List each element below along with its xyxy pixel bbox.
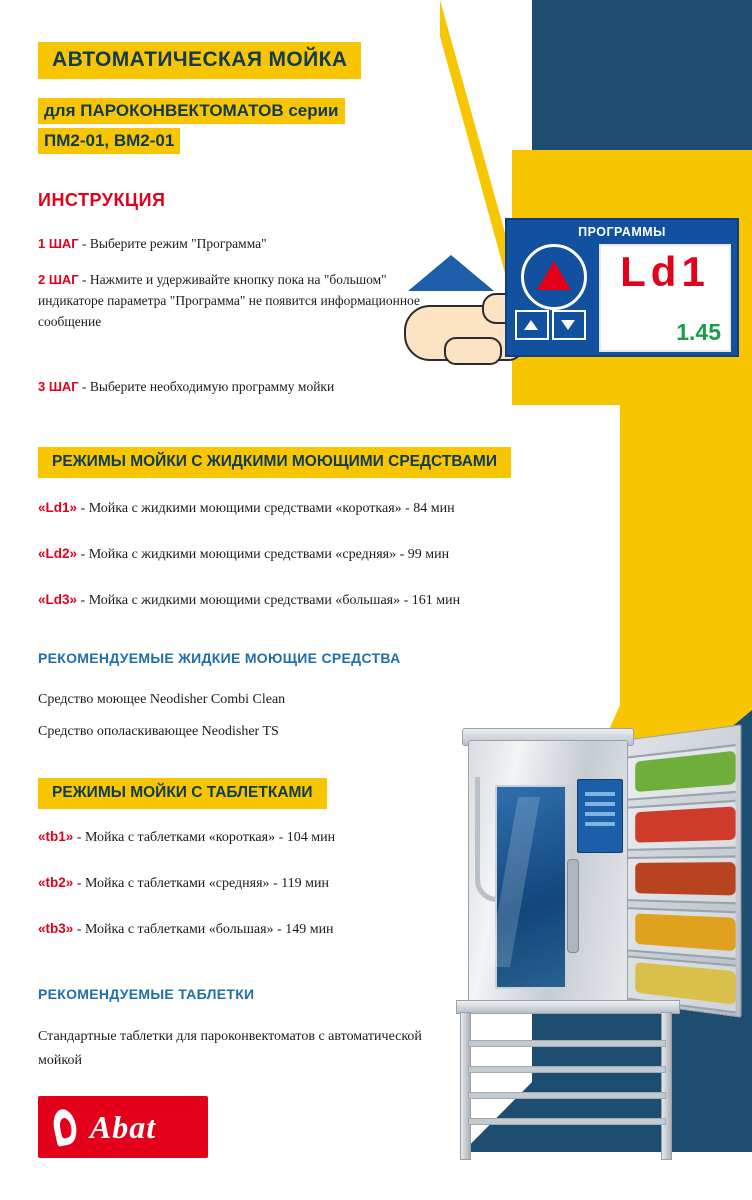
oven-food-item [635, 862, 735, 895]
stand-shelf [468, 1040, 666, 1047]
program-knob-icon[interactable] [521, 244, 587, 310]
brand-logo-text: Abat [89, 1109, 157, 1145]
stand-leg [460, 1012, 471, 1160]
tablet-section-heading [38, 778, 327, 809]
liquid-mode-item-1 [38, 500, 455, 517]
oven-rack [628, 855, 736, 904]
step-1-label: 1 ШАГ [38, 236, 79, 251]
stand-leg [661, 1012, 672, 1160]
tablet-mode-item-3 [38, 921, 334, 938]
oven-food-item [635, 962, 735, 1005]
control-panel-title: ПРОГРАММЫ [578, 225, 666, 239]
oven-stand [456, 1000, 678, 1160]
stand-shelf [468, 1118, 666, 1125]
oven-control-panel [577, 779, 623, 853]
tablet-mode-1-code: «tb1» [38, 829, 74, 844]
display-main-value: Ld1 [620, 248, 710, 295]
liquid-mode-2-text: - Мойка с жидкими моющими средствами «средняя» - 99 мин [77, 547, 450, 562]
control-panel [505, 218, 739, 357]
tablet-mode-item-1 [38, 829, 335, 846]
page-subtitle [38, 96, 345, 156]
tablet-mode-item-2 [38, 875, 329, 892]
step-1-text: - Выберите режим "Программа" [78, 236, 267, 251]
oven-body [468, 740, 628, 1002]
control-panel-display [599, 244, 731, 352]
subtitle-line-1: для ПАРОКОНВЕКТОМАТОВ серии [38, 98, 345, 124]
display-secondary-value: 1.45 [676, 319, 721, 345]
liquid-mode-2-code: «Ld2» [38, 546, 78, 561]
liquid-recommend-item-2: Средство ополаскивающее Neodisher TS [38, 724, 279, 739]
liquid-recommend-heading: РЕКОМЕНДУЕМЫЕ ЖИДКИЕ МОЮЩИЕ СРЕДСТВА [38, 650, 401, 666]
stand-shelf [468, 1066, 666, 1073]
oven-open-door [623, 724, 741, 1017]
liquid-section-heading-text: РЕЖИМЫ МОЙКИ С ЖИДКИМИ МОЮЩИМИ СРЕДСТВАМИ [38, 447, 511, 478]
pointer-arrow-icon [408, 255, 494, 291]
oven-rack [628, 907, 736, 960]
oven-rack [628, 800, 736, 851]
instruction-step-2 [38, 269, 428, 332]
liquid-mode-item-3 [38, 592, 460, 609]
liquid-mode-3-code: «Ld3» [38, 592, 78, 607]
oven-food-item [635, 751, 735, 792]
tablet-mode-2-text: - Мойка с таблетками «средняя» - 119 мин [73, 876, 330, 891]
instruction-heading: ИНСТРУКЦИЯ [38, 190, 166, 210]
page-title-text: АВТОМАТИЧЕСКАЯ МОЙКА [38, 42, 361, 79]
tablet-mode-3-code: «tb3» [38, 921, 74, 936]
oven-door-glass [495, 785, 567, 989]
step-3-text: - Выберите необходимую программу мойки [78, 379, 335, 394]
tablet-mode-3-text: - Мойка с таблетками «большая» - 149 мин [73, 922, 334, 937]
tablet-section-heading-text: РЕЖИМЫ МОЙКИ С ТАБЛЕТКАМИ [38, 778, 327, 809]
step-3-label: 3 ШАГ [38, 379, 79, 394]
liquid-section-heading [38, 447, 511, 478]
down-arrow-button[interactable] [552, 310, 586, 340]
oven-food-item [635, 914, 735, 952]
stand-table-top [456, 1000, 680, 1014]
combi-oven-illustration [448, 718, 748, 1168]
step-2-text: - Нажмите и удерживайте кнопку пока на "большом" индикаторе параметра "Программа" не появится информационное сообщение [38, 272, 420, 329]
liquid-mode-1-text: - Мойка с жидкими моющими средствами «короткая» - 84 мин [77, 501, 455, 516]
tablet-recommend-item-1: Стандартные таблетки для пароконвектоматов с автоматической мойкой [38, 1029, 422, 1068]
step-2-label: 2 ШАГ [38, 272, 79, 287]
tablet-mode-2-code: «tb2» [38, 875, 74, 890]
oven-food-item [635, 806, 735, 842]
hand-thumb [444, 337, 502, 365]
liquid-mode-item-2 [38, 546, 449, 563]
stand-shelf [468, 1092, 666, 1099]
instruction-step-3 [38, 376, 334, 397]
instruction-step-1 [38, 233, 267, 254]
oven-rack [628, 744, 736, 801]
up-arrow-button[interactable] [515, 310, 549, 340]
tablet-mode-1-text: - Мойка с таблетками «короткая» - 104 мин [73, 830, 336, 845]
subtitle-line-2: ПМ2-01, ВМ2-01 [38, 128, 180, 154]
triangle-down-icon [561, 320, 575, 330]
page-title [38, 42, 361, 79]
brand-logo [38, 1096, 208, 1158]
liquid-recommend-item-1: Средство моющее Neodisher Combi Clean [38, 692, 286, 707]
control-panel-buttons [515, 244, 589, 348]
liquid-mode-1-code: «Ld1» [38, 500, 78, 515]
tablet-recommend-heading: РЕКОМЕНДУЕМЫЕ ТАБЛЕТКИ [38, 986, 255, 1002]
liquid-mode-3-text: - Мойка с жидкими моющими средствами «большая» - 161 мин [77, 593, 461, 608]
oven-door-handle [567, 859, 579, 953]
triangle-up-icon [524, 320, 538, 330]
